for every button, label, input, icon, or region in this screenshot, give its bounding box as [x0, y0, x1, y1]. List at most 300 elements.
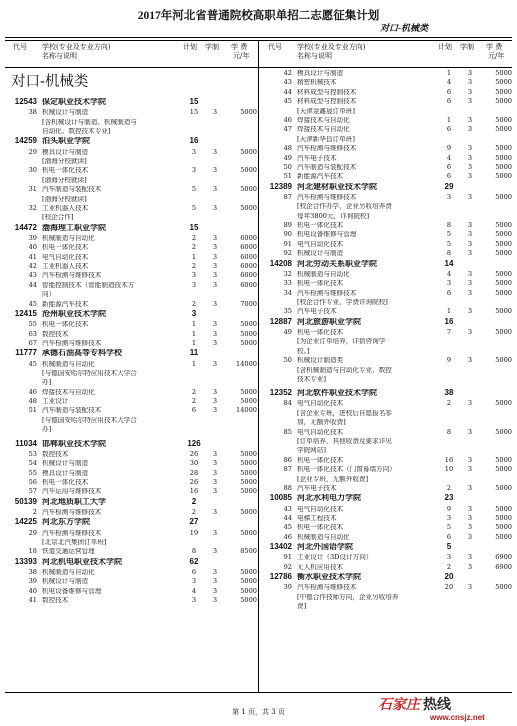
fee-cell: 5000: [495, 78, 512, 87]
fee-cell: 5000: [240, 203, 257, 212]
name-cell: [为企业订单培养，详情咨询学: [297, 338, 386, 346]
name-cell: 河北机电职业技术学院: [42, 557, 122, 566]
fee-cell: 5000: [495, 288, 512, 297]
fee-cell: 5000: [495, 69, 512, 77]
note-row: [5, 214, 257, 223]
name-cell: [订单培养，其他收费及要求详见: [297, 438, 392, 446]
code-cell: 12389: [269, 181, 292, 191]
length-cell: 3: [467, 192, 473, 201]
fee-cell: 5000: [240, 567, 257, 576]
plan-cell: 15: [189, 108, 199, 117]
fee-cell: 5000: [495, 230, 512, 239]
major-row: [260, 466, 512, 475]
name-cell: [渤海分校就读]: [42, 176, 87, 184]
name-cell: 模具设计与制造: [42, 469, 89, 477]
name-cell: 工业设计（3D设计方向）: [297, 554, 373, 562]
name-cell: 模具设计与制造: [297, 70, 344, 77]
fee-cell: 5000: [495, 192, 512, 201]
plan-cell: 28: [189, 468, 199, 477]
length-cell: 3: [212, 528, 218, 537]
code-cell: 29: [28, 147, 37, 156]
note-row: [5, 177, 257, 186]
school-row: [5, 349, 257, 360]
plan-cell: 3: [191, 271, 197, 280]
plan-cell: 2: [191, 233, 197, 242]
name-cell: 邯郸职业技术学院: [42, 439, 106, 448]
major-row: [260, 70, 512, 79]
major-row: [5, 361, 257, 370]
code-cell: 50139: [14, 496, 37, 506]
site-url: www.cnsjz.net: [430, 713, 485, 722]
name-cell: 新能源汽车技术: [42, 300, 89, 308]
fee-cell: 6000: [240, 271, 257, 280]
code-cell: 12352: [269, 388, 292, 398]
major-row: [5, 597, 257, 606]
note-row: [260, 419, 512, 428]
code-cell: 34: [283, 288, 292, 297]
name-cell: 机械制造与自动化: [42, 360, 95, 368]
major-row: [5, 451, 257, 460]
plan-cell: 62: [189, 556, 199, 566]
code-cell: 49: [283, 327, 292, 336]
major-row: [5, 509, 257, 518]
name-cell: 汽车检测与维修技术: [297, 584, 357, 592]
code-cell: 47: [283, 125, 292, 134]
major-row: [5, 479, 257, 488]
name-cell: 无人机应用技术: [297, 563, 344, 571]
code-cell: 14472: [14, 222, 37, 232]
name-cell: 智能控制技术（智能制造技术方: [42, 281, 135, 289]
note-row: [5, 379, 257, 388]
code-cell: 39: [28, 577, 37, 586]
length-cell: 3: [212, 387, 218, 396]
code-cell: 49: [283, 153, 292, 162]
code-cell: 48: [28, 397, 37, 406]
fee-cell: 5000: [495, 162, 512, 171]
fee-cell: 5000: [495, 221, 512, 230]
page-title: 2017年河北省普通院校高职单招二志愿征集计划: [137, 10, 380, 22]
name-cell: 河北劳动关系职业学院: [297, 259, 377, 268]
major-row: [5, 389, 257, 398]
major-row: [260, 164, 512, 173]
name-cell: 汽车运用与维修技术: [42, 488, 102, 496]
logo-text-a: 石家庄: [378, 698, 420, 713]
code-cell: 51: [283, 172, 292, 181]
school-row: [5, 98, 257, 109]
plan-cell: 2: [446, 483, 452, 492]
plan-cell: 2: [446, 562, 452, 571]
code-cell: 12786: [269, 572, 292, 582]
code-cell: 29: [28, 528, 37, 537]
name-cell: 铁道交通运营管理: [42, 548, 95, 556]
plan-cell: 11: [189, 348, 199, 358]
plan-cell: 2: [191, 507, 197, 516]
name-cell: 电气自动化技术: [297, 505, 344, 513]
fee-cell: 5000: [240, 449, 257, 458]
code-cell: 84: [283, 399, 292, 408]
length-cell: 3: [467, 172, 473, 181]
plan-cell: 4: [446, 78, 452, 87]
name-cell: 汽车检测与维修技术: [42, 339, 102, 347]
name-cell: 汽车制造与装配技术: [42, 186, 102, 194]
plan-cell: 5: [446, 239, 452, 248]
major-row: [5, 321, 257, 330]
name-cell: 保定职业技术学院: [42, 98, 106, 106]
note-row: [260, 603, 512, 612]
school-row: [260, 183, 512, 194]
name-cell: [渤海分校就读]: [42, 195, 87, 203]
plan-cell: 16: [189, 136, 199, 146]
note-row: [260, 136, 512, 145]
major-row: [5, 205, 257, 214]
major-row: [5, 272, 257, 281]
length-cell: 3: [467, 553, 473, 562]
note-row: [5, 128, 257, 137]
header-fee: 学 费: [486, 43, 503, 51]
left-column: [5, 70, 257, 606]
code-cell: 88: [283, 483, 292, 492]
fee-cell: 6900: [495, 553, 512, 562]
header-name-sub: 名称与说明: [42, 52, 77, 60]
plan-cell: 9: [446, 356, 452, 365]
plan-cell: 2: [191, 262, 197, 271]
school-row: [5, 440, 257, 451]
name-cell: 电梯工程技术: [297, 514, 337, 522]
code-cell: 50: [283, 162, 292, 171]
name-cell: 加，无额外收费]: [297, 419, 346, 427]
code-cell: 87: [283, 192, 292, 201]
name-cell: 每年3800元，详询院校]: [297, 212, 370, 220]
name-cell: 电气自动化技术: [42, 253, 89, 261]
length-cell: 3: [212, 252, 218, 261]
name-cell: [与德国安哈尔特应用技术大学合: [42, 416, 137, 424]
major-row: [5, 301, 257, 310]
name-cell: 承德石油高等专科学校: [42, 349, 122, 358]
plan-cell: 3: [191, 280, 197, 289]
major-row: [5, 331, 257, 340]
plan-cell: 8: [446, 427, 452, 436]
name-cell: 机电设备维修与管理: [42, 587, 102, 595]
header-name: 学校(专业及专业方向): [297, 43, 366, 51]
code-cell: 45: [28, 359, 37, 368]
fee-cell: 6000: [240, 262, 257, 271]
major-row: [260, 126, 512, 135]
note-row: [5, 158, 257, 167]
major-row: [260, 400, 512, 409]
code-cell: 32: [28, 203, 37, 212]
fee-cell: 5000: [495, 87, 512, 96]
plan-cell: 2: [191, 387, 197, 396]
plan-cell: 6: [191, 567, 197, 576]
code-cell: 48: [283, 144, 292, 153]
name-cell: 工业设计: [42, 398, 69, 406]
note-row: [5, 417, 257, 426]
plan-cell: 5: [446, 523, 452, 532]
length-cell: 3: [212, 449, 218, 458]
note-row: [260, 299, 512, 308]
code-cell: 43: [283, 78, 292, 87]
plan-cell: 6: [446, 97, 452, 106]
site-logo: [378, 698, 451, 714]
code-cell: 46: [283, 115, 292, 124]
name-cell: 新能源汽车技术: [297, 173, 344, 181]
fee-cell: 5000: [240, 397, 257, 406]
length-cell: 3: [212, 406, 218, 415]
name-cell: 汽车电子技术: [297, 154, 337, 162]
code-cell: 39: [283, 583, 292, 592]
name-cell: 机电一体化技术: [297, 280, 344, 288]
fee-cell: 5000: [495, 115, 512, 124]
fee-cell: 5000: [240, 338, 257, 347]
length-cell: 3: [467, 465, 473, 474]
name-cell: 机电一体化技术: [297, 456, 344, 464]
length-cell: 3: [467, 125, 473, 134]
major-row: [260, 231, 512, 240]
plan-cell: 19: [189, 528, 199, 537]
plan-cell: 6: [446, 125, 452, 134]
code-cell: 45: [283, 97, 292, 106]
fee-cell: 6000: [240, 233, 257, 242]
name-cell: 汽车检测与维修技术: [42, 272, 102, 280]
fee-cell: 5000: [495, 125, 512, 134]
plan-cell: 16: [444, 316, 454, 326]
fee-cell: 6000: [240, 243, 257, 252]
school-row: [5, 518, 257, 529]
major-row: [5, 109, 257, 118]
length-cell: 3: [467, 162, 473, 171]
length-cell: 3: [212, 147, 218, 156]
name-cell: 汽车制造与装配技术: [42, 407, 102, 415]
plan-cell: 38: [444, 388, 454, 398]
fee-cell: 5000: [240, 329, 257, 338]
fee-cell: 5000: [495, 523, 512, 532]
fee-cell: 5000: [240, 387, 257, 396]
page-subtitle: 对口-机械类: [380, 23, 428, 33]
code-cell: 35: [283, 307, 292, 316]
name-cell: 办]: [42, 426, 52, 434]
plan-cell: 4: [446, 269, 452, 278]
logo-text-b: 热线: [423, 698, 451, 713]
code-cell: 89: [283, 221, 292, 230]
name-cell: 技术专业]: [297, 375, 326, 383]
code-cell: 13402: [269, 542, 292, 552]
length-cell: 3: [212, 320, 218, 329]
major-row: [5, 488, 257, 497]
length-cell: 3: [212, 271, 218, 280]
name-cell: [校企合作办学，企业另收培养费: [297, 203, 392, 211]
major-row: [260, 194, 512, 203]
name-cell: 汽车检测与维修技术: [297, 289, 357, 297]
length-cell: 3: [467, 583, 473, 592]
major-row: [260, 222, 512, 231]
code-cell: 42: [283, 69, 292, 77]
fee-cell: 5000: [240, 147, 257, 156]
major-row: [260, 145, 512, 154]
school-row: [5, 558, 257, 569]
length-cell: 3: [212, 280, 218, 289]
major-row: [260, 506, 512, 515]
fee-cell: 5000: [495, 144, 512, 153]
plan-cell: 1: [191, 329, 197, 338]
length-cell: 3: [467, 504, 473, 513]
plan-cell: 3: [191, 577, 197, 586]
fee-cell: 5000: [495, 427, 512, 436]
plan-cell: 4: [446, 153, 452, 162]
code-cell: 30: [28, 166, 37, 175]
name-cell: 汽车电子技术: [297, 484, 337, 492]
note-row: [260, 447, 512, 456]
plan-cell: 1: [191, 359, 197, 368]
name-cell: 工业机器人技术: [42, 263, 89, 271]
code-cell: 55: [28, 468, 37, 477]
name-cell: 材料成型与控制技术: [297, 98, 357, 106]
name-cell: 机械制造与自动化: [42, 568, 95, 576]
major-row: [260, 485, 512, 494]
length-cell: 3: [212, 547, 218, 556]
name-cell: 数控技术: [42, 597, 69, 605]
name-cell: 机电一体化技术: [297, 524, 344, 532]
major-row: [260, 564, 512, 573]
fee-cell: 5000: [495, 249, 512, 258]
code-cell: 12543: [14, 97, 37, 106]
name-cell: 费]: [297, 603, 307, 611]
major-row: [5, 470, 257, 479]
plan-cell: 3: [191, 166, 197, 175]
name-cell: 机电一体化技术: [42, 167, 89, 175]
fee-cell: 5000: [240, 108, 257, 117]
code-cell: 14208: [269, 258, 292, 268]
note-row: [5, 426, 257, 435]
fee-cell: 5000: [240, 596, 257, 605]
code-cell: 14259: [14, 136, 37, 146]
header-length: 学制: [460, 43, 474, 51]
name-cell: 衡水职业技术学院: [297, 573, 361, 582]
name-cell: 数控技术: [42, 330, 69, 338]
code-cell: 45: [28, 299, 37, 308]
plan-cell: 30: [189, 459, 199, 468]
code-cell: 11034: [15, 438, 37, 448]
name-cell: 渤海理工职业学院: [42, 223, 106, 232]
code-cell: 2: [32, 507, 37, 516]
length-cell: 3: [467, 239, 473, 248]
fee-cell: 14000: [236, 359, 257, 368]
major-row: [5, 263, 257, 272]
major-row: [260, 98, 512, 107]
fee-cell: 5000: [495, 532, 512, 541]
name-cell: 校。]: [297, 347, 310, 355]
major-row: [260, 79, 512, 88]
length-cell: 3: [212, 359, 218, 368]
name-cell: 汽车检测与维修技术: [297, 193, 357, 201]
name-cell: 机电一体化技术: [42, 479, 89, 487]
plan-cell: 2: [446, 399, 452, 408]
length-cell: 3: [212, 567, 218, 576]
school-row: [5, 310, 257, 321]
major-row: [5, 398, 257, 407]
code-cell: 10085: [269, 493, 292, 503]
note-row: [260, 213, 512, 222]
code-cell: 86: [283, 455, 292, 464]
fee-cell: 5000: [240, 577, 257, 586]
name-cell: 工业机器人技术: [42, 204, 89, 212]
plan-cell: 1: [446, 115, 452, 124]
school-row: [5, 224, 257, 235]
length-cell: 3: [212, 468, 218, 477]
fee-cell: 5000: [240, 320, 257, 329]
name-cell: [天津金鑫晟订单班]: [297, 107, 355, 115]
name-cell: 机械设计与制造: [42, 578, 89, 586]
note-row: [260, 338, 512, 347]
code-cell: 41: [28, 596, 37, 605]
header-code: 代号: [268, 43, 282, 51]
name-cell: 河北建材职业技术学院: [297, 182, 377, 191]
name-cell: 泊头职业学院: [42, 137, 90, 146]
fee-cell: 5000: [495, 504, 512, 513]
code-cell: 12887: [269, 316, 292, 326]
name-cell: 沧州职业技术学院: [42, 309, 106, 318]
major-row: [260, 280, 512, 289]
major-row: [5, 340, 257, 349]
plan-cell: 2: [191, 496, 197, 506]
fee-cell: 5000: [495, 513, 512, 522]
major-row: [5, 186, 257, 195]
section-title: 对口-机械类: [11, 74, 89, 90]
plan-cell: 5: [191, 185, 197, 194]
note-row: [260, 476, 512, 485]
plan-cell: 20: [444, 572, 454, 582]
code-cell: 33: [283, 279, 292, 288]
major-row: [260, 308, 512, 317]
fee-cell: 5000: [240, 166, 257, 175]
section-heading: [5, 70, 257, 98]
header-plan: 计划: [183, 43, 197, 51]
length-cell: 3: [212, 185, 218, 194]
plan-cell: 1: [446, 69, 452, 77]
plan-cell: 6: [446, 288, 452, 297]
name-cell: 电气自动化技术: [297, 428, 344, 436]
fee-cell: 5000: [240, 478, 257, 487]
name-cell: 机电一体化技术: [297, 222, 344, 230]
note-row: [5, 370, 257, 379]
length-cell: 3: [467, 513, 473, 522]
header-plan: 计划: [438, 43, 452, 51]
plan-cell: 3: [446, 192, 452, 201]
code-cell: 44: [283, 87, 292, 96]
code-cell: 44: [28, 280, 37, 289]
code-cell: 12415: [14, 308, 37, 318]
fee-cell: 5000: [240, 185, 257, 194]
name-cell: 河北水利电力学院: [297, 494, 361, 503]
length-cell: 3: [467, 78, 473, 87]
length-cell: 3: [467, 87, 473, 96]
length-cell: 3: [467, 69, 473, 77]
name-cell: 机械制造与自动化: [297, 533, 350, 541]
code-cell: 57: [28, 487, 37, 496]
name-cell: 汽车电子技术: [297, 308, 337, 316]
fee-cell: 5000: [240, 507, 257, 516]
note-row: [5, 196, 257, 205]
header-length: 学制: [205, 43, 219, 51]
plan-cell: 126: [187, 438, 201, 448]
note-row: [260, 203, 512, 212]
length-cell: 3: [212, 243, 218, 252]
name-cell: 机械制造与自动化: [297, 270, 350, 278]
major-row: [260, 534, 512, 543]
school-row: [260, 494, 512, 505]
plan-cell: 4: [191, 586, 197, 595]
length-cell: 3: [467, 221, 473, 230]
code-cell: 87: [283, 465, 292, 474]
